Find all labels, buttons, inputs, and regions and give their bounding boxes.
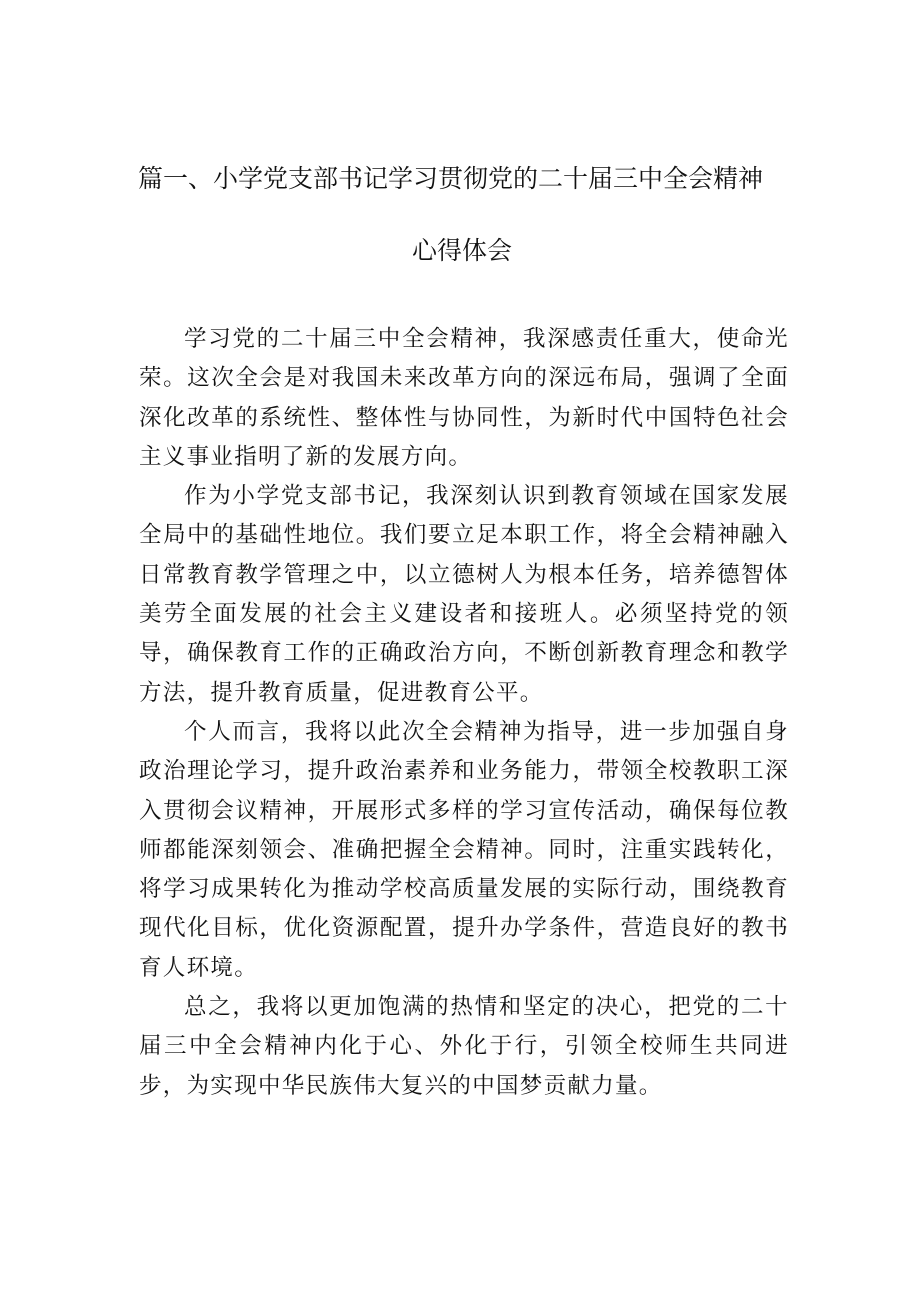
paragraph-4: 总之，我将以更加饱满的热情和坚定的决心，把党的二十届三中全会精神内化于心、外化于行，引领全校师生共同进步，为实现中华民族伟大复兴的中国梦贡献力量。	[139, 994, 789, 1099]
document-body	[139, 320, 789, 1106]
paragraph-2: 作为小学党支部书记，我深刻认识到教育领域在国家发展全局中的基础性地位。我们要立足本职工作，将全会精神融入日常教育教学管理之中，以立德树人为根本任务，培养德智体美劳全面发展的社会主义建设者和接班人。必须坚持党的领导，确保教育工作的正确政治方向，不断创新教育理念和教学方法，提升教育质量，促进教育公平。	[139, 483, 789, 706]
document-title-line-1: 篇一、小学党支部书记学习贯彻党的二十届三中全会精神	[138, 164, 764, 193]
document-title-line-2: 心得体会	[411, 236, 512, 265]
paragraph-3: 个人而言，我将以此次全会精神为指导，进一步加强自身政治理论学习，提升政治素养和业务能力，带领全校教职工深入贯彻会议精神，开展形式多样的学习宣传活动，确保每位教师都能深刻领会、准确把握全会精神。同时，注重实践转化，将学习成果转化为推动学校高质量发展的实际行动，围绕教育现代化目标，优化资源配置，提升办学条件，营造良好的教书育人环境。	[139, 718, 789, 981]
paragraph-1: 学习党的二十届三中全会精神，我深感责任重大，使命光荣。这次全会是对我国未来改革方向的深远布局，强调了全面深化改革的系统性、整体性与协同性，为新时代中国特色社会主义事业指明了新的发展方向。	[139, 326, 789, 470]
